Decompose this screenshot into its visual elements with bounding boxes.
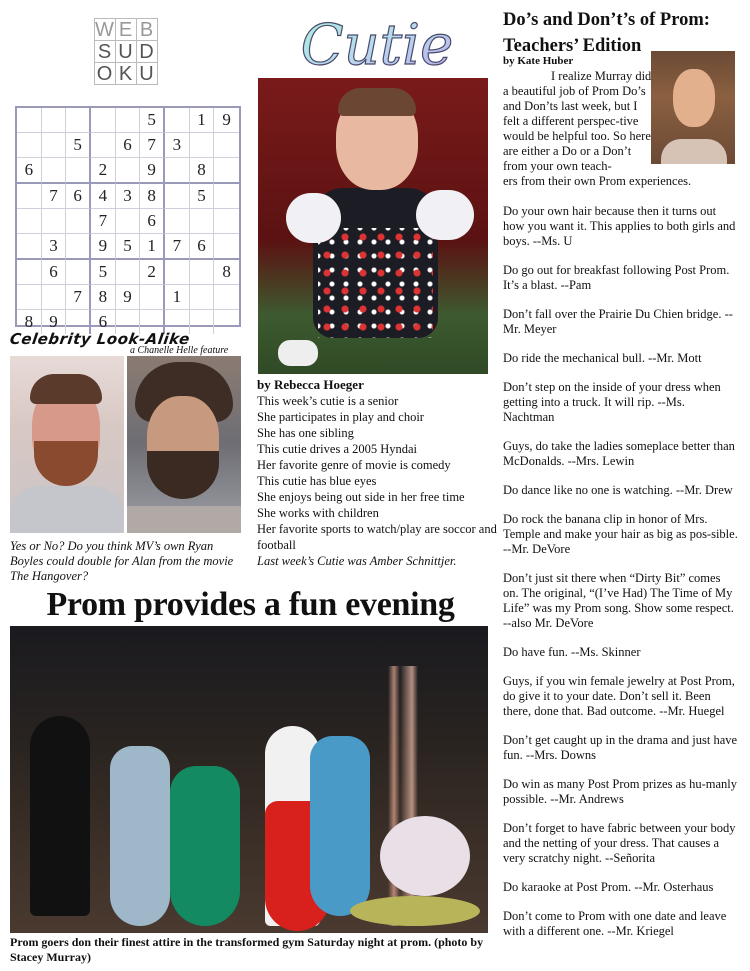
cutie-title-text: Cutie (300, 13, 454, 74)
sudoku-cell (91, 133, 116, 158)
logo-letter: U (136, 62, 158, 85)
dos-donts-item: Do ride the mechanical bull. --Mr. Mott (503, 351, 702, 365)
sudoku-cell: 4 (91, 184, 116, 209)
sudoku-cell: 5 (190, 184, 215, 209)
sudoku-cell: 8 (190, 158, 215, 184)
sudoku-cell: 5 (91, 260, 116, 285)
cutie-fact: She enjoys being out side in her free time (257, 490, 465, 504)
cutie-fact: This cutie has blue eyes (257, 474, 377, 488)
web-sudoku-logo (90, 19, 162, 85)
sudoku-cell: 9 (116, 285, 141, 310)
logo-row (90, 41, 162, 63)
sudoku-cell (42, 209, 67, 234)
sudoku-cell (214, 184, 239, 209)
sudoku-cell (190, 285, 215, 310)
sudoku-cell (190, 209, 215, 234)
dos-donts-item: Don’t forget to have fabric between your body and the netting of your dress. That causes a very scratchy night. --Señorita (503, 821, 736, 865)
logo-letter: S (94, 40, 116, 63)
sudoku-cell: 7 (91, 209, 116, 234)
sudoku-cell (190, 133, 215, 158)
cutie-fact: She participates in play and choir (257, 410, 424, 424)
sudoku-cell: 9 (91, 234, 116, 260)
ryan-boyles-photo (10, 356, 124, 533)
sudoku-cell: 9 (140, 158, 165, 184)
logo-row (90, 63, 162, 85)
dos-donts-item: Do your own hair because then it turns out how you want it. This applies to both girls and boys. --Ms. U (503, 204, 736, 248)
sudoku-cell: 7 (140, 133, 165, 158)
dos-donts-item: Don’t step on the inside of your dress when getting into a truck. It will rip. --Ms. Nachtman (503, 380, 721, 424)
logo-letter: E (115, 18, 137, 41)
cutie-byline: by Rebecca Hoeger (257, 377, 364, 392)
logo-letter: O (94, 62, 116, 85)
cutie-fact: This week’s cutie is a senior (257, 394, 399, 408)
sudoku-cell: 9 (214, 108, 239, 133)
sudoku-cell: 7 (42, 184, 67, 209)
sudoku-cell (17, 260, 42, 285)
sudoku-cell: 6 (116, 133, 141, 158)
sudoku-cell: 1 (190, 108, 215, 133)
celebrity-caption: Yes or No? Do you think MV’s own Ryan Boyles could double for Alan from the movie The Hangover? (10, 539, 234, 583)
sudoku-cell: 6 (140, 209, 165, 234)
prom-headline: Prom provides a fun evening (46, 586, 455, 623)
sudoku-cell (17, 108, 42, 133)
sudoku-cell (91, 108, 116, 133)
cutie-baby-photo (258, 78, 488, 374)
sudoku-cell (116, 260, 141, 285)
sudoku-cell (214, 234, 239, 260)
sudoku-cell: 8 (91, 285, 116, 310)
sudoku-cell (165, 158, 190, 184)
dos-donts-title: Do’s and Don’t’s of Prom: Teachers’ Edition (503, 10, 710, 56)
sudoku-cell (116, 108, 141, 133)
dos-donts-item: Do rock the banana clip in honor of Mrs. Temple and make your hair as big as pos-sible. --Mr. DeVore (503, 512, 738, 556)
sudoku-cell (42, 158, 67, 184)
cutie-facts-list (257, 393, 497, 569)
sudoku-cell (190, 260, 215, 285)
kate-huber-photo (651, 51, 735, 164)
sudoku-grid (15, 106, 241, 331)
sudoku-cell (17, 234, 42, 260)
sudoku-cell (66, 108, 91, 133)
cutie-fact: Her favorite genre of movie is comedy (257, 458, 451, 472)
celebrity-lookalike-title: Celebrity Look-Alike (8, 330, 192, 348)
sudoku-cell (214, 310, 239, 334)
sudoku-cell: 8 (214, 260, 239, 285)
sudoku-cell (116, 158, 141, 184)
sudoku-cell: 9 (42, 310, 67, 334)
sudoku-cell (66, 260, 91, 285)
sudoku-cell (17, 285, 42, 310)
sudoku-cell (190, 310, 215, 334)
sudoku-cell: 6 (17, 158, 42, 184)
sudoku-cell: 6 (190, 234, 215, 260)
dos-donts-byline: by Kate Huber (503, 55, 574, 67)
sudoku-cell: 8 (17, 310, 42, 334)
sudoku-cell: 2 (91, 158, 116, 184)
dos-donts-item: Don’t just sit there when “Dirty Bit” comes on. The original, “(I’ve Had) The Time of My Life” was my Prom song. Show some respect. --also Mr. DeVore (503, 571, 734, 630)
sudoku-cell (116, 209, 141, 234)
logo-letter: B (136, 18, 158, 41)
sudoku-cell: 6 (66, 184, 91, 209)
sudoku-cell (42, 108, 67, 133)
sudoku-cell: 5 (66, 133, 91, 158)
dos-donts-item: Don’t get caught up in the drama and just have fun. --Mrs. Downs (503, 733, 738, 762)
dos-donts-item: Do go out for breakfast following Post Prom. It’s a blast. --Pam (503, 263, 730, 292)
sudoku-cell: 2 (140, 260, 165, 285)
prom-photo (10, 626, 488, 933)
cutie-fact: She works with children (257, 506, 379, 520)
sudoku-cell (17, 184, 42, 209)
sudoku-cell: 3 (42, 234, 67, 260)
cutie-fact: This cutie drives a 2005 Hyndai (257, 442, 418, 456)
sudoku-cell: 1 (140, 234, 165, 260)
sudoku-cell (165, 108, 190, 133)
celebrity-credit: a Chanelle Helle feature (130, 345, 229, 356)
prom-caption: Prom goers don their finest attire in the transformed gym Saturday night at prom. (photo by Stacey Murray) (10, 935, 484, 964)
dos-donts-item: Do have fun. --Ms. Skinner (503, 645, 641, 659)
logo-letter: D (136, 40, 158, 63)
sudoku-cell: 8 (140, 184, 165, 209)
sudoku-cell: 5 (116, 234, 141, 260)
logo-row (90, 19, 162, 41)
sudoku-cell: 1 (165, 285, 190, 310)
cutie-title (266, 12, 488, 74)
sudoku-cell (17, 209, 42, 234)
sudoku-cell: 7 (66, 285, 91, 310)
sudoku-cell (66, 158, 91, 184)
logo-letter: K (115, 62, 137, 85)
alan-hangover-photo (127, 356, 241, 533)
sudoku-cell (214, 133, 239, 158)
dos-donts-item: Guys, if you win female jewelry at Post Prom, do give it to your date. Don’t sell it. Been there, done that. Bad outcome. --Mr. Huegel (503, 674, 735, 718)
sudoku-cell (165, 209, 190, 234)
dos-donts-intro: I realize Murray did a beautiful job of Prom Do’s and Don’ts last week, but I felt a different perspec-tive would be helpful too. So here are either a Do or a Don’t from your own teach- (503, 69, 652, 173)
logo-letter: U (115, 40, 137, 63)
sudoku-cell (165, 260, 190, 285)
sudoku-cell (42, 285, 67, 310)
dos-donts-item: Do win as many Post Prom prizes as hu-manly possible. --Mr. Andrews (503, 777, 738, 806)
sudoku-cell (66, 234, 91, 260)
sudoku-cell: 6 (91, 310, 116, 334)
sudoku-cell: 7 (165, 234, 190, 260)
sudoku-cell: 3 (116, 184, 141, 209)
sudoku-cell (214, 209, 239, 234)
dos-donts-intro-cont: ers from their own Prom experiences. (503, 174, 692, 188)
sudoku-cell (214, 285, 239, 310)
sudoku-cell (17, 133, 42, 158)
sudoku-cell (66, 209, 91, 234)
dos-donts-item: Don’t fall over the Prairie Du Chien bridge. --Mr. Meyer (503, 307, 733, 336)
sudoku-cell (165, 184, 190, 209)
dos-donts-item: Guys, do take the ladies someplace better than McDonalds. --Mrs. Lewin (503, 439, 735, 468)
sudoku-cell: 5 (140, 108, 165, 133)
dos-donts-list (503, 204, 739, 953)
cutie-last-week: Last week’s Cutie was Amber Schnittjer. (257, 554, 457, 568)
logo-letter: W (95, 19, 114, 41)
sudoku-cell: 6 (42, 260, 67, 285)
dos-donts-item: Don’t come to Prom with one date and leave with a different one. --Mr. Kriegel (503, 909, 727, 938)
cutie-fact: Her favorite sports to watch/play are soccor and football (257, 522, 497, 552)
dos-donts-item: Do dance like no one is watching. --Mr. Drew (503, 483, 733, 497)
sudoku-cell (140, 285, 165, 310)
dos-donts-item: Do karaoke at Post Prom. --Mr. Osterhaus (503, 880, 714, 894)
sudoku-cell (42, 133, 67, 158)
sudoku-cell: 3 (165, 133, 190, 158)
sudoku-cell (214, 158, 239, 184)
cutie-fact: She has one sibling (257, 426, 354, 440)
